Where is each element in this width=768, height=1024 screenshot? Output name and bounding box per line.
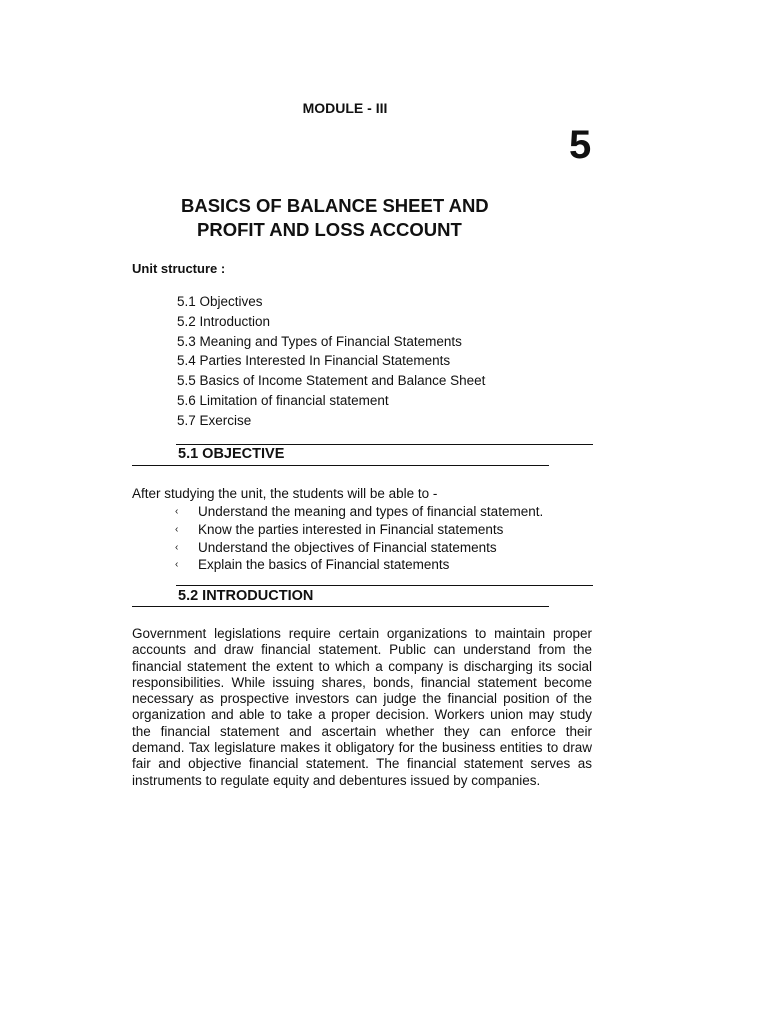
module-label: MODULE - III (302, 100, 388, 116)
bullet-icon: ‹ (175, 506, 179, 517)
bullet-icon: ‹ (175, 523, 179, 535)
toc-item: 5.6 Limitation of financial statement (177, 392, 389, 408)
section-rule-top (176, 585, 593, 586)
section-heading-objective: 5.1 OBJECTIVE (178, 446, 285, 462)
chapter-title-line-1: BASICS OF BALANCE SHEET AND (181, 195, 489, 216)
list-item (175, 503, 543, 521)
objective-intro: After studying the unit, the students will be able to - (132, 486, 438, 501)
objective-bullet-list (175, 503, 543, 574)
bullet-text: Understand the meaning and types of financial statement. (198, 504, 544, 519)
section-rule-bottom (132, 606, 549, 607)
list-item (175, 539, 543, 557)
chapter-title-line-2: PROFIT AND LOSS ACCOUNT (197, 219, 462, 240)
bullet-text: Explain the basics of Financial statements (198, 557, 450, 573)
list-item (175, 521, 543, 539)
toc-item: 5.5 Basics of Income Statement and Balance Sheet (177, 373, 486, 389)
list-item (175, 556, 543, 574)
bullet-icon: ‹ (175, 559, 179, 571)
introduction-paragraph: Government legislations require certain organizations to maintain proper accounts and draw financial statement. Public can understand from the financial statement the extent to which a company is discharging its social responsibilities. While issuing shares, bonds, financial statement become necessary as prospective investors can judge the financial position of the organization and able to take a proper decision. Workers union may study the financial statement and ascertain whether they can enforce their demand. Tax legislature makes it obligatory for the business entities to draw fair and objective financial statement. The financial statement serves as instruments to regulate equity and debentures issued by companies. (132, 626, 592, 788)
toc-item: 5.4 Parties Interested In Financial Statements (177, 353, 451, 369)
bullet-icon: ‹ (175, 541, 179, 553)
unit-structure-list (177, 292, 485, 431)
chapter-number: 5 (569, 123, 592, 167)
toc-item: 5.1 Objectives (177, 294, 263, 309)
section-rule-top (176, 444, 593, 445)
chapter-title (181, 194, 489, 242)
section-rule-bottom (132, 465, 549, 466)
toc-item: 5.7 Exercise (177, 412, 252, 428)
unit-structure-label: Unit structure : (132, 261, 226, 276)
toc-item: 5.3 Meaning and Types of Financial Statements (177, 333, 462, 349)
bullet-text: Know the parties interested in Financial statements (198, 521, 504, 537)
bullet-text: Understand the objectives of Financial statements (198, 539, 497, 555)
toc-item: 5.2 Introduction (177, 313, 271, 329)
section-heading-introduction: 5.2 INTRODUCTION (178, 588, 314, 604)
